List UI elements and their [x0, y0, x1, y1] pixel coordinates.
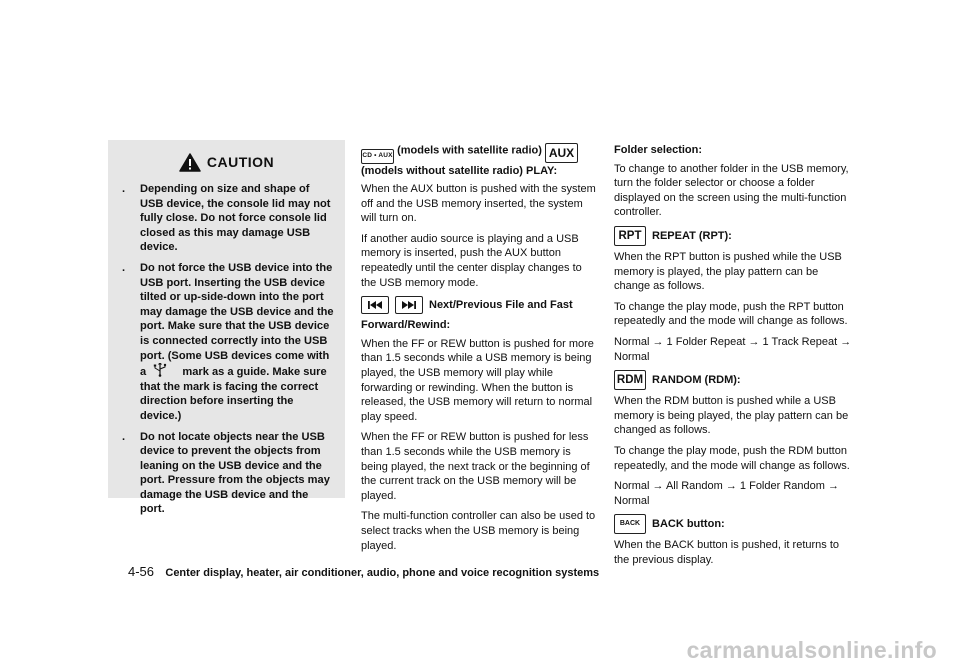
watermark: carmanualsonline.info — [686, 637, 937, 663]
previous-track-icon — [361, 296, 389, 314]
paragraph: Normal → All Random → 1 Folder Random → Normal — [614, 480, 839, 507]
bullet: . — [122, 183, 126, 195]
paragraph: To change to another folder in the USB memory, turn the folder selector or choose a folder displayed on the screen using the multi-function controller. — [614, 162, 849, 219]
column-folder-modes — [614, 143, 854, 573]
rdm-heading — [614, 370, 854, 390]
rpt-button-icon: RPT — [614, 226, 646, 246]
caution-title: CAUTION — [206, 154, 275, 170]
caution-list — [108, 182, 345, 517]
aux-button-icon: AUX — [545, 143, 578, 163]
usb-icon — [151, 363, 169, 377]
paragraph: To change the play mode, push the RDM button repeatedly, and the mode will change as follows. — [614, 444, 850, 472]
play-heading-text: (models with satellite radio) — [397, 144, 542, 157]
folder-heading: Folder selection: — [614, 144, 703, 156]
page-footer — [128, 564, 599, 579]
back-heading-text: BACK button: — [652, 517, 725, 530]
cd-aux-button-icon: CD • AUX — [361, 149, 394, 164]
caution-item — [122, 182, 335, 255]
paragraph: When the RPT button is pushed while the USB memory is played, the play pattern can be change as follows. — [614, 250, 842, 293]
caution-item — [122, 261, 335, 424]
play-heading — [361, 143, 600, 178]
paragraph: When the FF or REW button is pushed for less than 1.5 seconds while the USB memory is being played, the next track or the beginning of the current track on the USB memory will be played. — [361, 431, 590, 502]
caution-item-text: Do not force the USB device into the USB port. Inserting the USB device tilted or up-side-down into the port may damage the USB device and the port. Make sure that the USB device is connected correctly into the USB port. (Some USB devices come with a — [140, 261, 334, 379]
back-heading — [614, 514, 854, 534]
rdm-heading-text: RANDOM (RDM): — [652, 373, 741, 386]
paragraph: To change the play mode, push the RPT button repeatedly and the mode will change as follows. — [614, 300, 848, 328]
rpt-heading — [614, 226, 854, 246]
caution-item — [122, 430, 335, 518]
skip-heading-text: Next/Previous File and Fast — [429, 298, 573, 311]
paragraph: When the FF or REW button is pushed for more than 1.5 seconds while a USB memory is being played, the USB memory will play while forwarding or rewinding. When the button is released, the USB memory will return to normal play speed. — [361, 337, 594, 423]
caution-box — [108, 140, 345, 516]
section-title: Center display, heater, air conditioner, audio, phone and voice recognition systems — [165, 567, 600, 579]
paragraph: When the BACK button is pushed, it returns to the previous display. — [614, 539, 840, 566]
play-heading-text-2: (models without satellite radio) PLAY: — [361, 164, 558, 177]
paragraph: If another audio source is playing and a USB memory is inserted, push the AUX button repeatedly until the center display changes to the USB memory mode. — [361, 232, 582, 289]
rdm-button-icon: RDM — [614, 370, 646, 390]
paragraph: Normal → 1 Folder Repeat → 1 Track Repeat → Normal — [614, 335, 852, 363]
skip-heading-cont: Forward/Rewind: — [361, 319, 451, 332]
paragraph: The multi-function controller can also be used to select tracks when the USB memory is being played. — [361, 510, 596, 552]
paragraph: When the AUX button is pushed with the system off and the USB memory inserted, the system will turn on. — [361, 183, 596, 225]
column-play-controls — [361, 143, 600, 559]
caution-header — [108, 142, 345, 182]
next-track-icon — [395, 296, 423, 314]
caution-item-text: Do not locate objects near the USB device to prevent the objects from leaning on the USB device and the port. Pressure from the objects may damage the USB device and the port. — [140, 430, 330, 516]
page-number: 4-56 — [128, 564, 155, 579]
back-button-icon: BACK — [614, 514, 646, 534]
caution-item-text: Depending on size and shape of USB device, the console lid may not fully close. Do not force console lid closed as this may damage USB device. — [140, 183, 331, 254]
skip-heading — [361, 296, 600, 314]
warning-triangle-icon — [179, 153, 201, 172]
paragraph: When the RDM button is pushed while a USB memory is being played, the play pattern can be changed as follows. — [614, 395, 849, 437]
caution-item-text-cont: mark as a guide. Make sure that the mark is facing the correct direction before inserting the device.) — [140, 366, 327, 422]
rpt-heading-text: REPEAT (RPT): — [652, 229, 732, 242]
bullet: . — [122, 261, 126, 274]
bullet: . — [122, 430, 126, 443]
